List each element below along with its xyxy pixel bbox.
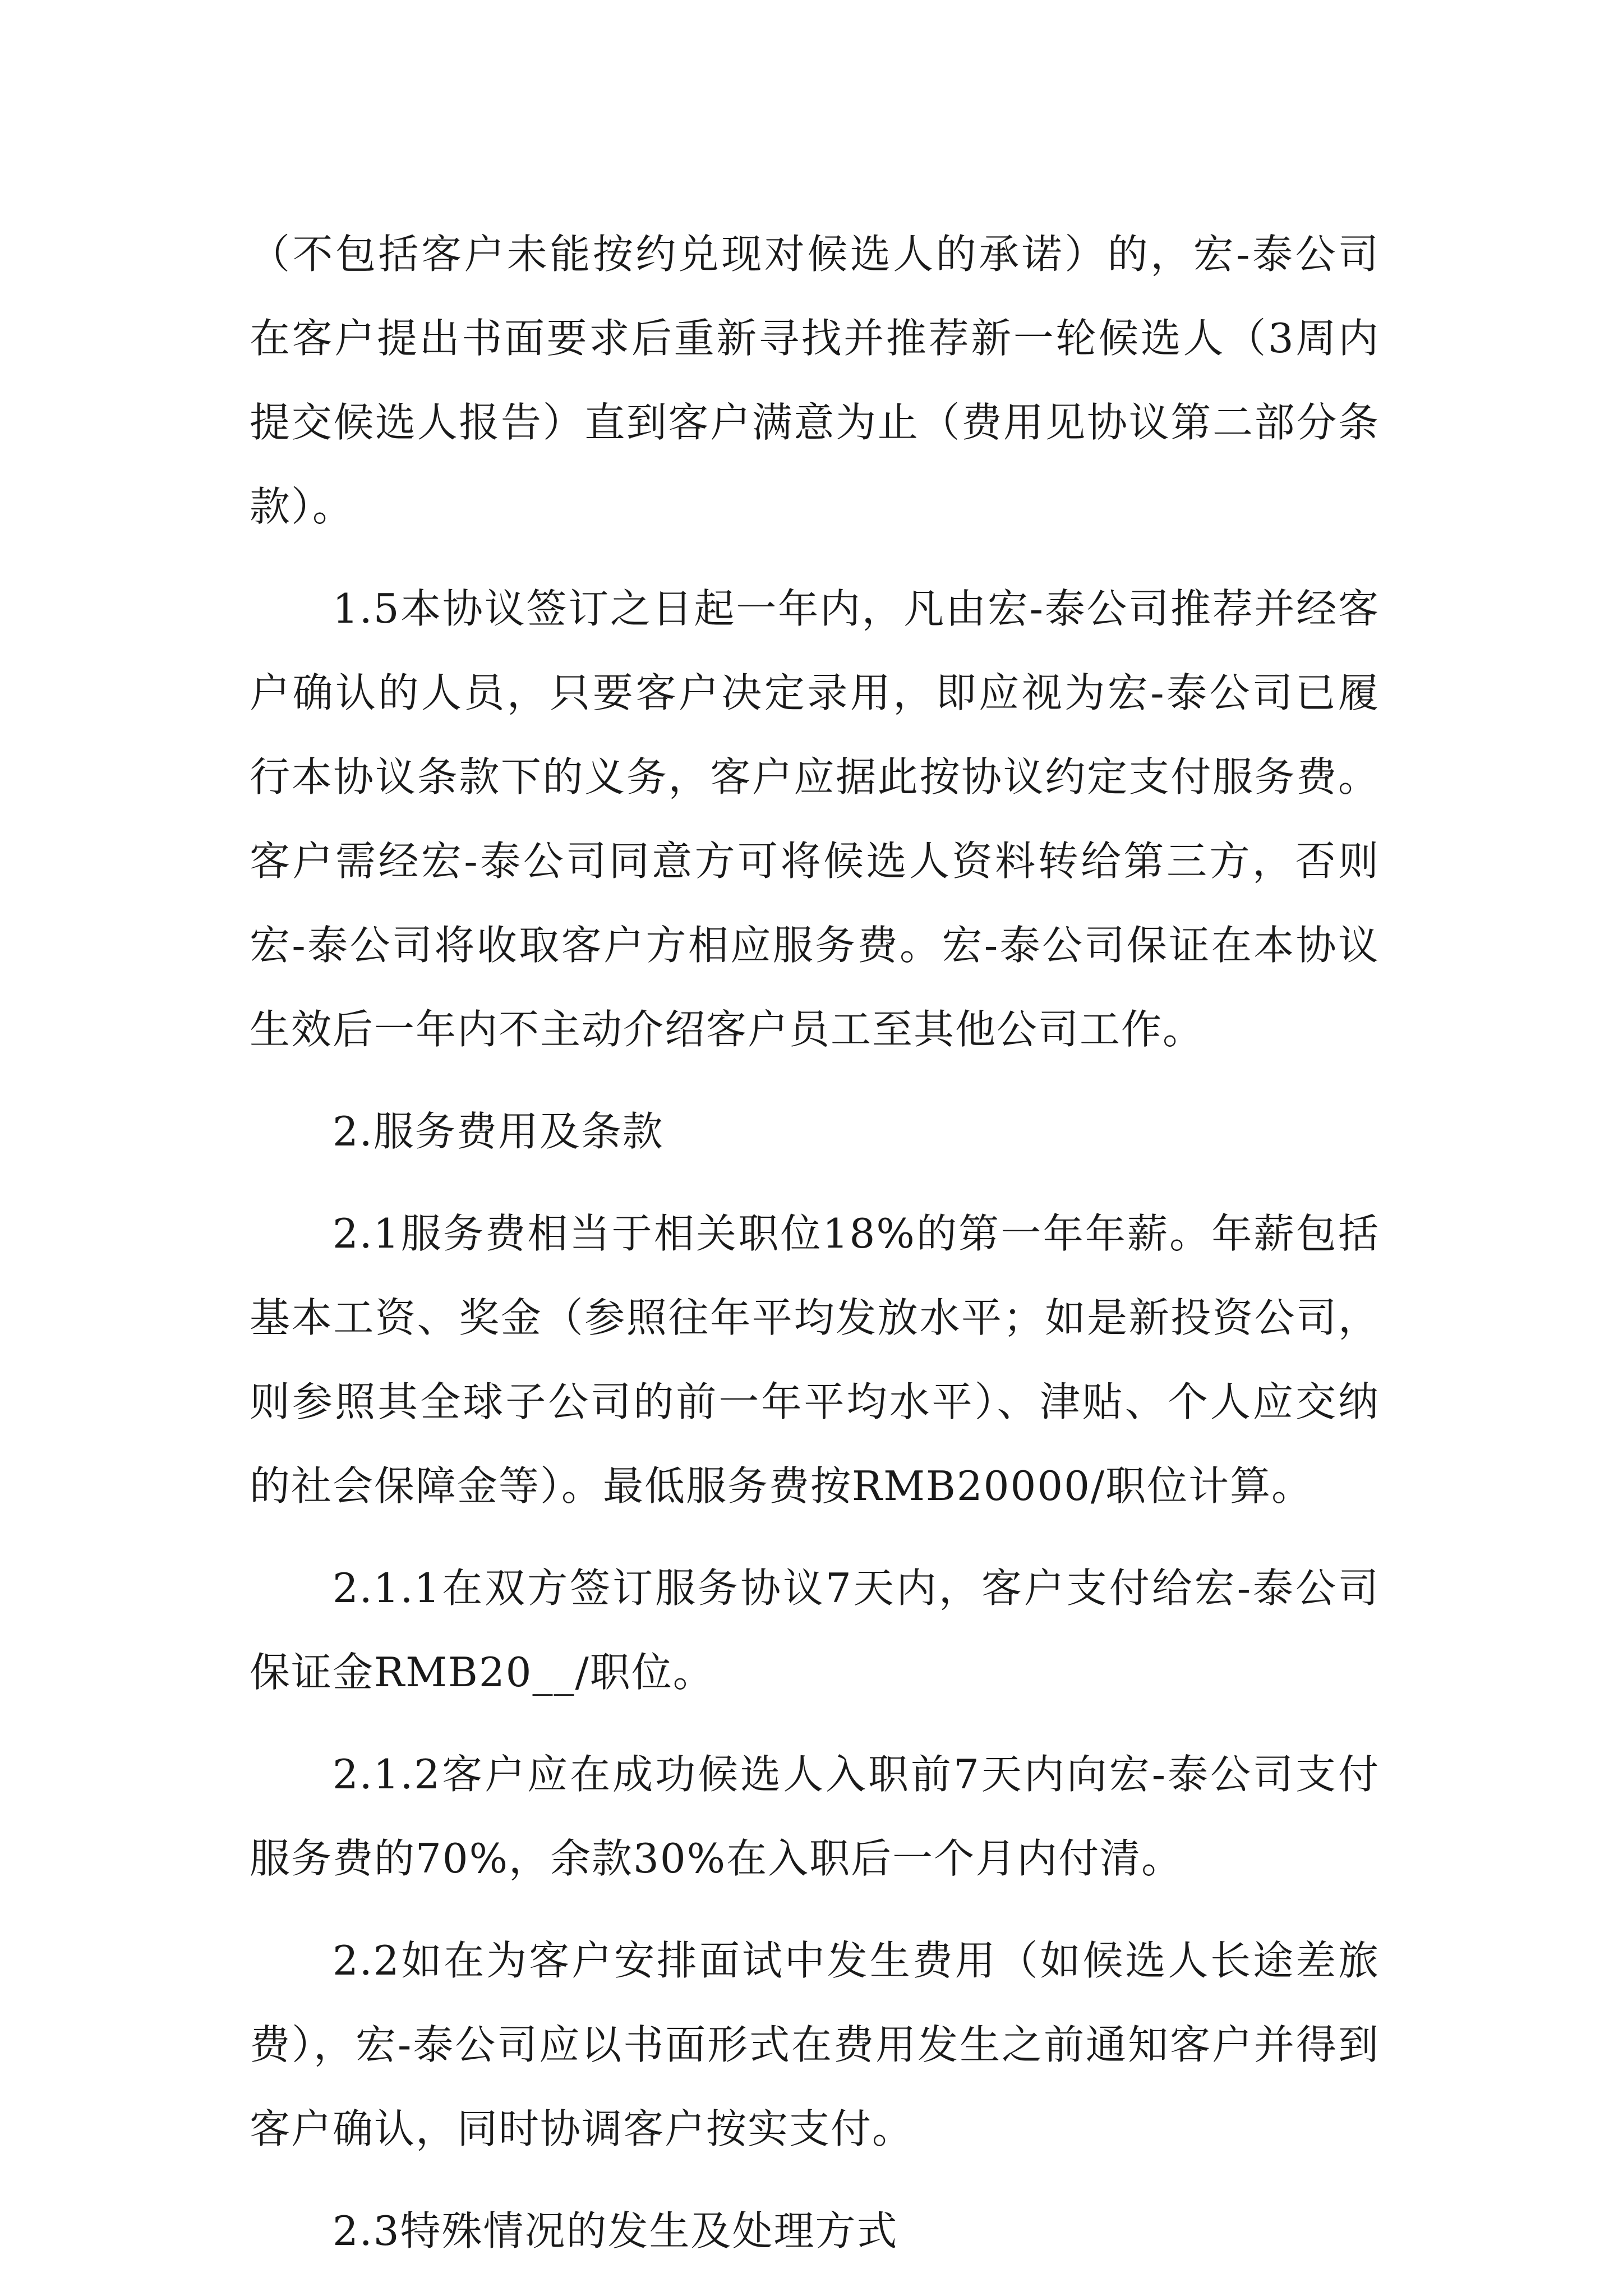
- paragraph-1-5: 1.5本协议签订之日起一年内，凡由宏-泰公司推荐并经客户确认的人员，只要客户决定录用，即应视为宏-泰公司已履行本协议条款下的义务，客户应据此按协议约定支付服务费。客户需经宏-泰公司同意方可将候选人资料转给第三方，否则宏-泰公司将收取客户方相应服务费。宏-泰公司保证在本协议生效后一年内不主动介绍客户员工至其他公司工作。: [250, 585, 1380, 1053]
- section-heading-2-3: 2.3特殊情况的发生及处理方式: [333, 2207, 898, 2254]
- document-body: [250, 212, 1380, 2291]
- paragraph-2-1-1: 2.1.1在双方签订服务协议7天内，客户支付给宏-泰公司保证金RMB20__/职位。: [250, 1565, 1380, 1696]
- paragraph-2-2: 2.2如在为客户安排面试中发生费用（如候选人长途差旅费），宏-泰公司应以书面形式在费用发生之前通知客户并得到客户确认，同时协调客户按实支付。: [250, 1937, 1380, 2152]
- paragraph-2-1-2: 2.1.2客户应在成功候选人入职前7天内向宏-泰公司支付服务费的70%，余款30%在入职后一个月内付清。: [250, 1751, 1380, 1882]
- section-heading-2: 2.服务费用及条款: [333, 1108, 664, 1155]
- paragraph-2-1: 2.1服务费相当于相关职位18%的第一年年薪。年薪包括基本工资、奖金（参照往年平均发放水平；如是新投资公司，则参照其全球子公司的前一年平均水平）、津贴、个人应交纳的社会保障金等）。最低服务费按RMB20000/职位计算。: [250, 1210, 1380, 1510]
- paragraph-continuation: （不包括客户未能按约兑现对候选人的承诺）的，宏-泰公司在客户提出书面要求后重新寻找并推荐新一轮候选人（3周内提交候选人报告）直到客户满意为止（费用见协议第二部分条款）。: [250, 231, 1380, 530]
